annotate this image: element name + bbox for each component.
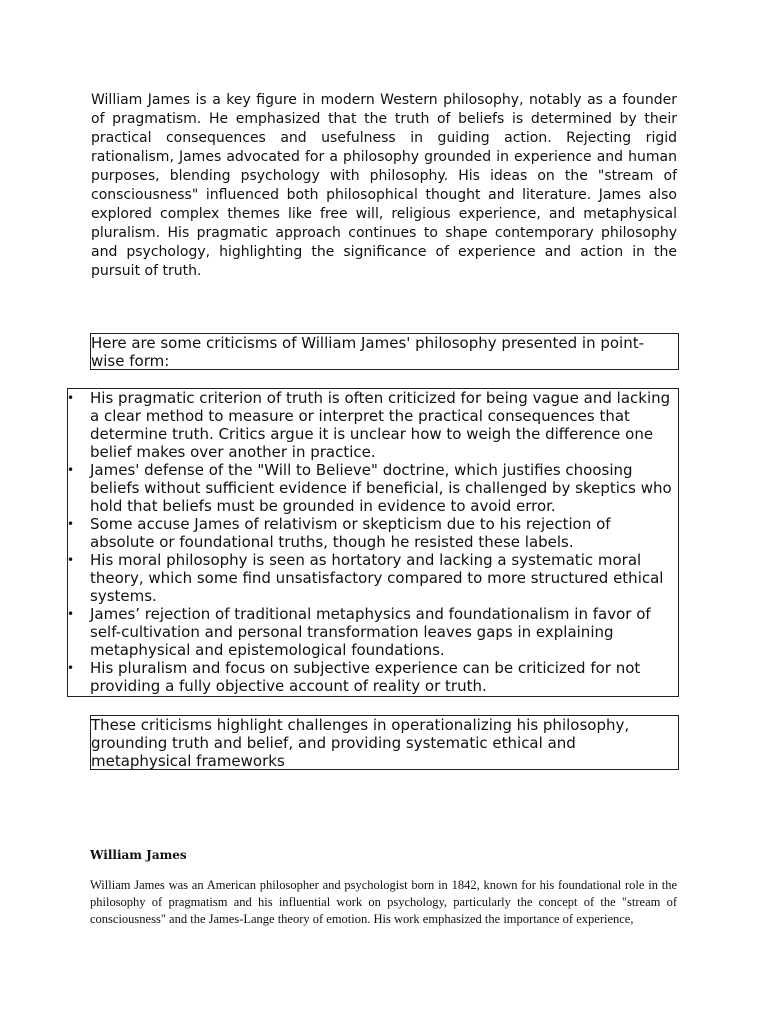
list-item-text: James' defense of the "Will to Believe" doctrine, which justifies choosing beliefs without sufficient evidence if beneficial, is challenged by skeptics who hold that beliefs must be grounded in evidence to avoid error. <box>90 461 672 515</box>
list-item <box>68 461 678 515</box>
bullet-icon: • <box>67 607 75 621</box>
criticisms-heading: Here are some criticisms of William James' philosophy presented in point-wise form: <box>90 333 679 370</box>
list-item <box>68 659 678 695</box>
criticisms-list-box <box>67 388 679 697</box>
list-item <box>68 605 678 659</box>
list-item-text: His pluralism and focus on subjective experience can be criticized for not providing a fully objective account of reality or truth. <box>90 659 641 695</box>
bullet-icon: • <box>67 463 75 477</box>
bullet-icon: • <box>67 553 75 567</box>
section-body: William James was an American philosopher and psychologist born in 1842, known for his foundational role in the philosophy of pragmatism and his influential work on psychology, particularly the concept of the "stream of consciousness" and the James-Lange theory of emotion. His work emphasized the importance of experience, <box>90 878 677 926</box>
list-item-text: His pragmatic criterion of truth is often criticized for being vague and lacking a clear method to measure or interpret the practical consequences that determine truth. Critics argue it is unclear how to weigh the difference one belief makes over another in practice. <box>90 389 671 461</box>
bullet-icon: • <box>67 661 75 675</box>
intro-paragraph: William James is a key figure in modern Western philosophy, notably as a founder of pragmatism. He emphasized that the truth of beliefs is determined by their practical consequences and usefulness in guiding action. Rejecting rigid rationalism, James advocated for a philosophy grounded in experience and human purposes, blending psychology with philosophy. His ideas on the "stream of consciousness" influenced both philosophical thought and literature. James also explored complex themes like free will, religious experience, and metaphysical pluralism. His pragmatic approach continues to shape contemporary philosophy and psychology, highlighting the significance of experience and action in the pursuit of truth. <box>91 92 677 279</box>
list-item <box>68 389 678 461</box>
criticisms-summary: These criticisms highlight challenges in operationalizing his philosophy, grounding truth and belief, and providing systematic ethical and metaphysical frameworks <box>90 715 679 770</box>
section-title: William James <box>90 848 187 862</box>
list-item <box>68 515 678 551</box>
bullet-icon: • <box>67 391 75 405</box>
list-item-text: His moral philosophy is seen as hortatory and lacking a systematic moral theory, which some find unsatisfactory compared to more structured ethical systems. <box>90 551 664 605</box>
bullet-icon: • <box>67 517 75 531</box>
criticisms-list <box>68 389 678 695</box>
list-item-text: James’ rejection of traditional metaphysics and foundationalism in favor of self-cultivation and personal transformation leaves gaps in explaining metaphysical and epistemological foundations. <box>90 605 651 659</box>
list-item <box>68 551 678 605</box>
list-item-text: Some accuse James of relativism or skepticism due to his rejection of absolute or foundational truths, though he resisted these labels. <box>90 515 611 551</box>
